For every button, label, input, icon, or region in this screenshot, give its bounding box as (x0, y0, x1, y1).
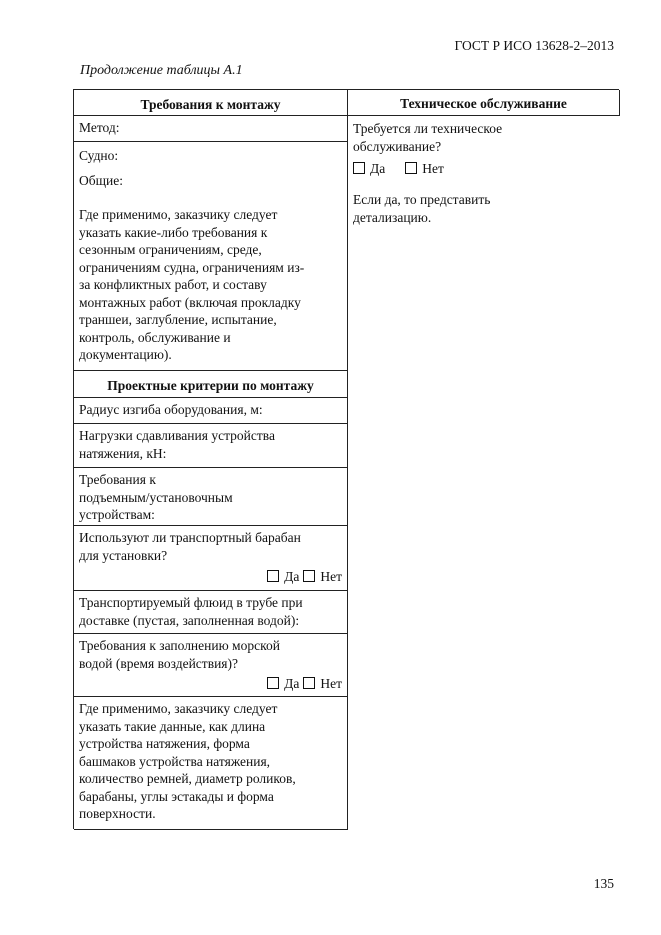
crush-loads-cell: Нагрузки сдавливания устройства натяжения, кН: (74, 424, 347, 468)
maintenance-choice (353, 160, 553, 178)
seawater-no-label: Нет (320, 676, 342, 691)
seawater-yes-label: Да (284, 676, 300, 691)
maintenance-yes-label: Да (370, 161, 386, 176)
seawater-choice (267, 675, 342, 693)
bend-radius-label: Радиус изгиба оборудования, м: (79, 402, 263, 417)
design-criteria-header: Проектные критерии по монтажу (74, 371, 347, 398)
right-column (348, 90, 620, 830)
reel-no-label: Нет (320, 569, 342, 584)
maintenance-no-checkbox[interactable] (405, 162, 417, 174)
reel-no-checkbox[interactable] (303, 570, 315, 582)
general-note: Где применимо, заказчику следует указать какие-либо требования к сезонным ограничениям, среде, ограничениям судна, ограничениям из- за конфликтных работ, и составу монтажных работ (включая прокладку траншеи, заглубление, испытание, контроль, обслуживание и документацию). (79, 207, 305, 362)
maintenance-detail: Если да, то представить детализацию. (353, 192, 491, 225)
table-caption: Продолжение таблицы А.1 (80, 63, 243, 78)
seawater-fill-cell: Требования к заполнению морской водой (время воздействия)? Да Нет (74, 634, 347, 697)
general-cell (74, 142, 347, 371)
reel-yes-label: Да (284, 569, 300, 584)
document-code: ГОСТ Р ИСО 13628-2–2013 (454, 38, 614, 53)
method-label: Метод: (79, 120, 120, 135)
requirements-table (73, 89, 619, 829)
right-column-header: Техническое обслуживание (348, 90, 620, 116)
reel-choice (267, 568, 342, 586)
bend-radius-cell (74, 398, 347, 424)
maintenance-yes-checkbox[interactable] (353, 162, 365, 174)
maintenance-no-label: Нет (422, 161, 444, 176)
vessel-label: Судно: (79, 148, 119, 163)
seawater-yes-checkbox[interactable] (267, 677, 279, 689)
general-label: Общие: (79, 172, 123, 188)
page-number: 135 (593, 876, 614, 891)
left-column-header: Требования к монтажу (74, 90, 347, 116)
transported-fluid-cell: Транспортируемый флюид в трубе при доставке (пустая, заполненная водой): (74, 591, 347, 634)
method-cell (74, 116, 347, 142)
final-note-cell: Где применимо, заказчику следует указать такие данные, как длина устройства натяжения, форма башмаков устройства натяжения, количество ремней, диаметр роликов, барабаны, углы эстакады и форма поверхности. (74, 697, 347, 830)
maintenance-question: Требуется ли техническое обслуживание? (353, 121, 503, 154)
lifting-devices-cell: Требования к подъемным/установочным устройствам: (74, 468, 347, 526)
left-column (74, 90, 348, 830)
reel-yes-checkbox[interactable] (267, 570, 279, 582)
transport-reel-cell: Используют ли транспортный барабан для установки? Да Нет (74, 526, 347, 591)
seawater-no-checkbox[interactable] (303, 677, 315, 689)
